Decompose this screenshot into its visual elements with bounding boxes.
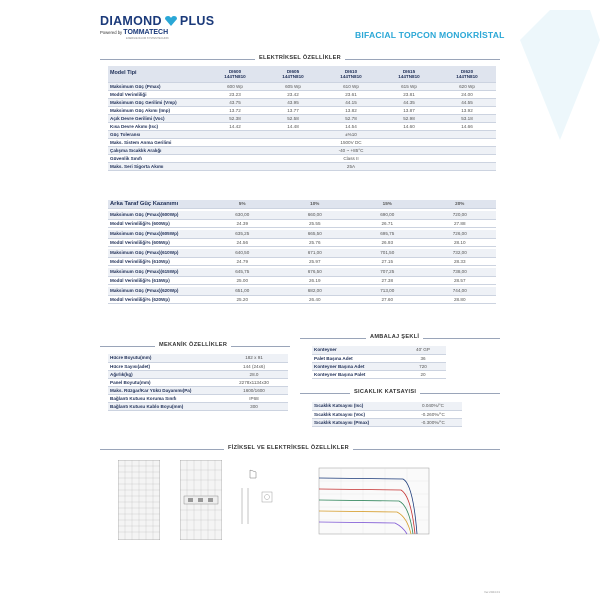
- electrical-common-row: [108, 138, 496, 146]
- spec-value: 23.23: [206, 90, 264, 98]
- spec-value: 53.18: [438, 114, 496, 122]
- packaging-row: [312, 354, 446, 362]
- rear-gain-row: [108, 295, 496, 303]
- powered-brand: TOMMATECH: [123, 29, 169, 36]
- rear-gain-row-label: Modül Verimliliği% (605Wp): [108, 238, 206, 246]
- spec-value: IP68: [220, 394, 288, 402]
- rear-gain-value: 27.38: [351, 276, 424, 284]
- spec-value: 14.48: [264, 122, 322, 130]
- spec-value: 182 x 91: [220, 354, 288, 362]
- packaging-row: [312, 362, 446, 370]
- spec-value: 13.77: [264, 106, 322, 114]
- spec-label: Sıcaklık Katsayısı (Isc): [312, 402, 404, 410]
- electrical-common-row: [108, 130, 496, 138]
- spec-value: 600 Wp: [206, 82, 264, 90]
- physical-section-title: FİZİKSEL VE ELEKTRİKSEL ÖZELLİKLER: [224, 445, 353, 451]
- spec-value: 144 (24x6): [220, 362, 288, 370]
- spec-value: 44.55: [438, 98, 496, 106]
- spec-value: 36: [400, 354, 446, 362]
- spec-label: Açık Devre Gerilimi (Voc): [108, 114, 206, 122]
- rear-gain-column: 10%: [279, 200, 352, 208]
- spec-value: 610 Wp: [322, 82, 380, 90]
- spec-value: 40' GP: [400, 346, 446, 354]
- spec-label: Bağlantı Kutusu Kablo Boyu(mm): [108, 402, 220, 410]
- spec-value: 52.78: [322, 114, 380, 122]
- packaging-section-title: AMBALAJ ŞEKLİ: [366, 334, 423, 340]
- spec-value: 23.81: [380, 90, 438, 98]
- rear-gain-value: 25.97: [279, 257, 352, 265]
- spec-label: Sıcaklık Katsayısı (Pmax): [312, 418, 404, 426]
- spec-label: Palet Başına Adet: [312, 354, 400, 362]
- rear-gain-row: [108, 249, 496, 257]
- temperature-row: [312, 418, 462, 426]
- spec-label: Hücre Sayısı(adet): [108, 362, 220, 370]
- temperature-table: [312, 402, 462, 427]
- spec-value: 24.00: [438, 90, 496, 98]
- spec-label: Maksimum Güç Gerilimi (Vmp): [108, 98, 206, 106]
- rear-gain-value: 28.33: [424, 257, 497, 265]
- spec-label: Hücre Boyutu(mm): [108, 354, 220, 362]
- rear-gain-value: 26.40: [279, 295, 352, 303]
- spec-value: 605 Wp: [264, 82, 322, 90]
- rear-gain-column: 20%: [424, 200, 497, 208]
- rear-gain-value: 744,00: [424, 287, 497, 295]
- spec-value: 1600/1600: [220, 386, 288, 394]
- watermark-logo: [480, 0, 600, 150]
- rear-gain-value: 707,25: [351, 268, 424, 276]
- frame-profile-detail: [232, 468, 282, 530]
- rear-gain-column: 15%: [351, 200, 424, 208]
- rear-gain-row-label: Modül Verimliliği% (615Wp): [108, 276, 206, 284]
- spec-value: Class II: [206, 154, 496, 162]
- packaging-row: [312, 370, 446, 378]
- packaging-row: [312, 346, 446, 354]
- rear-gain-value: 28.80: [424, 295, 497, 303]
- spec-value: 23.61: [322, 90, 380, 98]
- spec-value: 13.72: [206, 106, 264, 114]
- spec-value: 14.60: [380, 122, 438, 130]
- rear-gain-value: 695,75: [351, 230, 424, 238]
- rear-gain-row-label: Modül Verimliliği% (600Wp): [108, 219, 206, 227]
- rear-gain-value: 671,00: [279, 249, 352, 257]
- mechanical-row: [108, 386, 288, 394]
- spec-value: 43.95: [264, 98, 322, 106]
- mechanical-row: [108, 362, 288, 370]
- document-title: BIFACIAL TOPCON MONOKRİSTAL: [355, 30, 505, 40]
- rear-gain-value: 24.79: [206, 257, 279, 265]
- spec-label: Sıcaklık Katsayısı (Voc): [312, 410, 404, 418]
- rear-gain-value: 25.00: [206, 276, 279, 284]
- rear-gain-value: 690,00: [351, 211, 424, 219]
- iv-curve-chart: [305, 462, 435, 542]
- temperature-row: [312, 410, 462, 418]
- model-name: DI620 144TN810: [438, 66, 496, 82]
- electrical-specs-table: [108, 66, 496, 171]
- rear-gain-row: [108, 238, 496, 246]
- rear-gain-value: 630,00: [206, 211, 279, 219]
- rear-gain-value: 24.56: [206, 238, 279, 246]
- spec-value: 14.54: [322, 122, 380, 130]
- rear-gain-row-label: Modül Verimliliği% (620Wp): [108, 295, 206, 303]
- rear-gain-value: 713,00: [351, 287, 424, 295]
- spec-label: Konteyner: [312, 346, 400, 354]
- spec-value: 28.0: [220, 370, 288, 378]
- spec-value: 23.42: [264, 90, 322, 98]
- rear-gain-value: 635,25: [206, 230, 279, 238]
- spec-label: Konteyner Başına Adet: [312, 362, 400, 370]
- rear-gain-value: 25.55: [279, 219, 352, 227]
- brand-logo: [100, 14, 230, 50]
- electrical-row: [108, 122, 496, 130]
- rear-gain-value: 660,00: [279, 211, 352, 219]
- spec-value: -0.260%/°C: [404, 410, 462, 418]
- rear-gain-row-label: Maksimum Güç (Pmax)(620Wp): [108, 287, 206, 295]
- spec-value: -40 ~ +85°C: [206, 146, 496, 154]
- electrical-common-row: [108, 146, 496, 154]
- model-label: Model Tipi: [108, 66, 206, 82]
- electrical-header-row: [108, 66, 496, 82]
- rear-gain-value: 726,00: [424, 230, 497, 238]
- electrical-section-title: ELEKTRİKSEL ÖZELLİKLER: [255, 55, 345, 61]
- powered-tagline: ENERGIE RAUM SYSTEMTECHNIK: [126, 37, 169, 40]
- panel-front-view: [118, 460, 160, 540]
- rear-gain-value: 24.39: [206, 219, 279, 227]
- rear-gain-value: 27.15: [351, 257, 424, 265]
- electrical-row: [108, 82, 496, 90]
- version-label: Ver.2024.01: [483, 590, 500, 594]
- rear-gain-row: [108, 211, 496, 219]
- rear-gain-value: 26.93: [351, 238, 424, 246]
- rear-gain-row-label: Maksimum Güç (Pmax)(600Wp): [108, 211, 206, 219]
- spec-label: Bağlantı Kutusu Koruma Sınıfı: [108, 394, 220, 402]
- spec-value: -0.300%/°C: [404, 418, 462, 426]
- electrical-common-row: [108, 154, 496, 162]
- mechanical-section-title: MEKANİK ÖZELLİKLER: [155, 342, 231, 348]
- rear-gain-value: 26.19: [279, 276, 352, 284]
- mechanical-row: [108, 354, 288, 362]
- spec-value: 52.38: [206, 114, 264, 122]
- spec-value: 300: [220, 402, 288, 410]
- rear-gain-value: 640,50: [206, 249, 279, 257]
- diamond-heart-icon: [165, 16, 177, 26]
- rear-gain-value: 651,00: [206, 287, 279, 295]
- powered-by-label: Powered by: [100, 30, 123, 35]
- spec-value: 620 Wp: [438, 82, 496, 90]
- rear-gain-row: [108, 287, 496, 295]
- rear-gain-row-label: Maksimum Güç (Pmax)(610Wp): [108, 249, 206, 257]
- panel-rear-view: [180, 460, 222, 540]
- spec-value: 52.98: [380, 114, 438, 122]
- model-name: DI615 144TN810: [380, 66, 438, 82]
- electrical-row: [108, 114, 496, 122]
- electrical-common-row: [108, 162, 496, 170]
- rear-gain-row: [108, 230, 496, 238]
- rear-gain-row: [108, 219, 496, 227]
- packaging-table: [312, 346, 446, 379]
- model-name: DI610 144TN810: [322, 66, 380, 82]
- rear-gain-row-label: Maksimum Güç (Pmax)(605Wp): [108, 230, 206, 238]
- rear-gain-row-label: Maksimum Güç (Pmax)(615Wp): [108, 268, 206, 276]
- rear-gain-value: 27.60: [351, 295, 424, 303]
- rear-gain-column: 5%: [206, 200, 279, 208]
- rear-gain-value: 676,50: [279, 268, 352, 276]
- rear-gain-value: 738,00: [424, 268, 497, 276]
- spec-value: 13.92: [438, 106, 496, 114]
- spec-value: 13.87: [380, 106, 438, 114]
- rear-gain-value: 732,00: [424, 249, 497, 257]
- spec-value: 52.58: [264, 114, 322, 122]
- rear-gain-row: [108, 276, 496, 284]
- rear-gain-row: [108, 268, 496, 276]
- spec-label: Ağırlık(kg): [108, 370, 220, 378]
- spec-value: 2278x1134x30: [220, 378, 288, 386]
- spec-value: 14.66: [438, 122, 496, 130]
- mechanical-row: [108, 370, 288, 378]
- brand-name-right: PLUS: [179, 14, 215, 28]
- spec-label: Maksimum Güç (Pmax): [108, 82, 206, 90]
- rear-gain-value: 701,50: [351, 249, 424, 257]
- rear-gain-value: 26.71: [351, 219, 424, 227]
- rear-gain-value: 665,50: [279, 230, 352, 238]
- spec-value: 43.75: [206, 98, 264, 106]
- electrical-row: [108, 90, 496, 98]
- rear-gain-row: [108, 257, 496, 265]
- rear-header-row: [108, 200, 496, 208]
- spec-label: Kısa Devre Akımı (Isc): [108, 122, 206, 130]
- spec-value: 44.35: [380, 98, 438, 106]
- spec-value: 1500V DC: [206, 138, 496, 146]
- spec-value: ±%10: [206, 130, 496, 138]
- spec-label: Çalışma Sıcaklık Aralığı: [108, 146, 206, 154]
- spec-value: 13.82: [322, 106, 380, 114]
- rear-gain-value: 25.76: [279, 238, 352, 246]
- spec-value: 25A: [206, 162, 496, 170]
- spec-label: Maks. Seri Sigorta Akımı: [108, 162, 206, 170]
- mechanical-table: [108, 354, 288, 411]
- rear-gain-value: 27.88: [424, 219, 497, 227]
- rear-gain-value: 682,00: [279, 287, 352, 295]
- spec-value: 44.15: [322, 98, 380, 106]
- spec-value: 14.42: [206, 122, 264, 130]
- spec-label: Güç Toleransı: [108, 130, 206, 138]
- spec-label: Maksimum Güç Akımı (Imp): [108, 106, 206, 114]
- spec-value: 615 Wp: [380, 82, 438, 90]
- mechanical-row: [108, 402, 288, 410]
- spec-label: Konteyner Başına Palet: [312, 370, 400, 378]
- brand-name-left: DIAMOND: [100, 14, 162, 28]
- rear-gain-table: [108, 200, 496, 304]
- rear-gain-value: 645,75: [206, 268, 279, 276]
- rear-gain-value: 25.20: [206, 295, 279, 303]
- brand-name: [100, 14, 230, 28]
- spec-label: Maks. Rüzgar/Kar Yükü Dayanımı(Pa): [108, 386, 220, 394]
- electrical-row: [108, 106, 496, 114]
- temperature-row: [312, 402, 462, 410]
- spec-value: 0.040%/°C: [404, 402, 462, 410]
- spec-label: Güvenlik Sınıfı: [108, 154, 206, 162]
- rear-gain-value: 28.10: [424, 238, 497, 246]
- spec-value: 20: [400, 370, 446, 378]
- temperature-section-title: SICAKLIK KATSAYISI: [350, 389, 420, 395]
- spec-label: Maks. Sistem Anma Gerilimi: [108, 138, 206, 146]
- rear-gain-value: 720,00: [424, 211, 497, 219]
- rear-gain-label: Arka Taraf Güç Kazanımı: [108, 200, 206, 208]
- rear-gain-value: 28.57: [424, 276, 497, 284]
- spec-label: Modül Verimliliği: [108, 90, 206, 98]
- powered-by: [100, 29, 230, 36]
- electrical-row: [108, 98, 496, 106]
- model-name: DI600 144TN810: [206, 66, 264, 82]
- mechanical-row: [108, 378, 288, 386]
- mechanical-row: [108, 394, 288, 402]
- model-name: DI605 144TN810: [264, 66, 322, 82]
- rear-gain-row-label: Modül Verimliliği% (610Wp): [108, 257, 206, 265]
- spec-value: 720: [400, 362, 446, 370]
- spec-label: Panel Boyutu(mm): [108, 378, 220, 386]
